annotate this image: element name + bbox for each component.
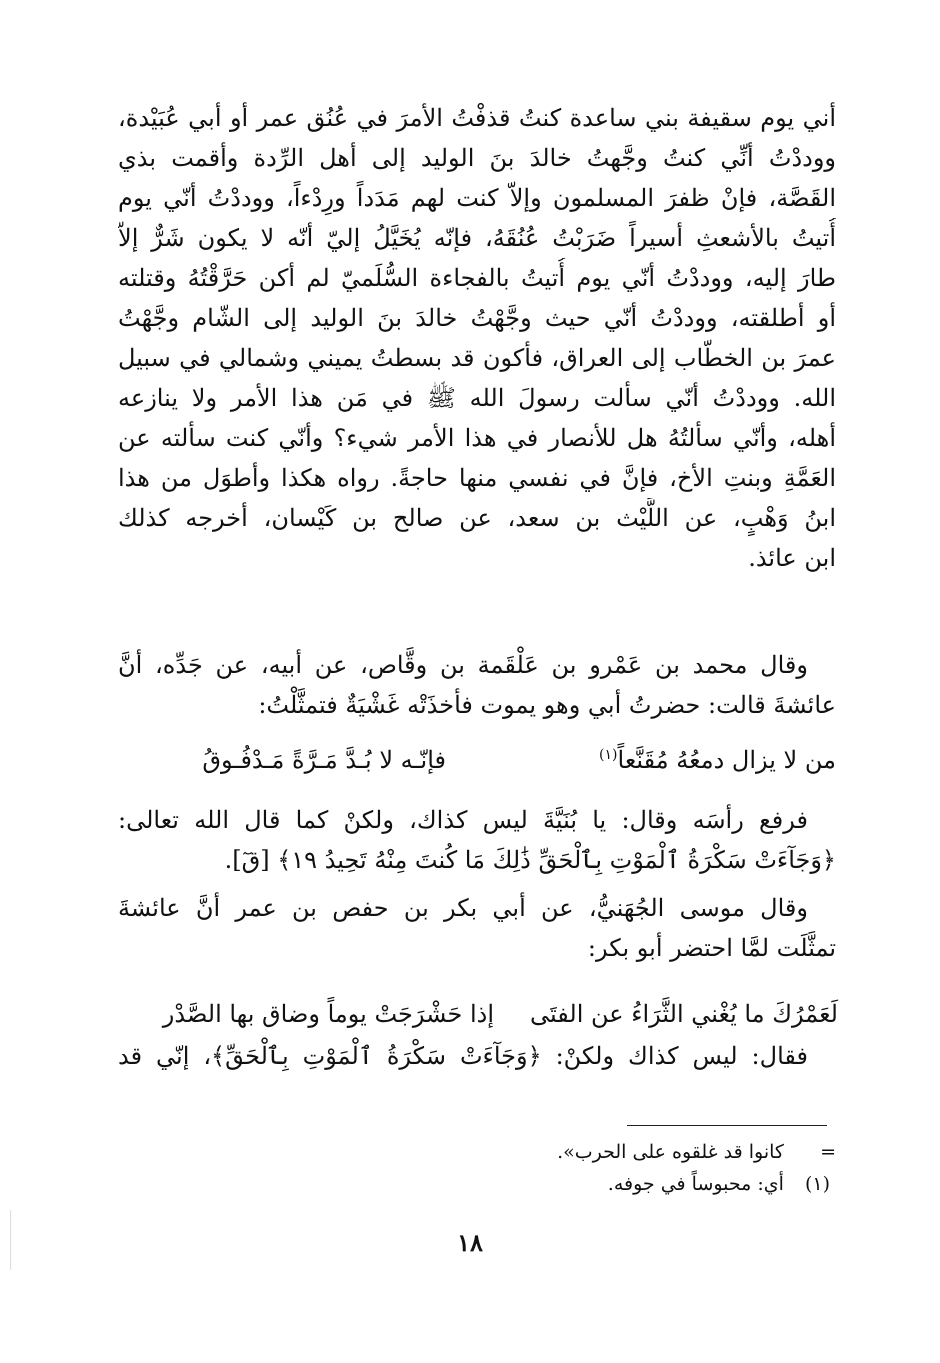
paragraph-aisha-narration [118, 645, 836, 725]
footnote-marker: (١) [599, 747, 618, 763]
footnote-divider [627, 1125, 827, 1126]
text-line: ابن عائذ. [748, 544, 836, 572]
footnote-1 [608, 1170, 830, 1198]
text-line: ووددْتُ أنِّي كنتُ وجَّهتُ خالدَ بنَ الوليد إلى أهل الرِّدة وأقمت بذي [118, 144, 836, 172]
text-line: ابنُ وَهْبٍ، عن اللَّيْث بن سعد، عن صالح بن كَيْسان، أخرجه كذلك [118, 504, 836, 532]
paragraph-continuation [118, 98, 836, 578]
paragraph-reply [118, 800, 836, 880]
verse-text: فإنّـه لا بُـدَّ مَـرَّةً مَـدْفُـوقُ [202, 746, 446, 774]
page-number: ١٨ [457, 1228, 483, 1257]
text-line: عائشةَ قالت: حضرتُ أبي وهو يموت فأخذَتْه غَشْيَةٌ فتمثَّلْتُ: [258, 691, 836, 719]
text-line: وقال محمد بن عَمْرو بن عَلْقَمة بن وقَّاص، عن أبيه، عن جَدِّه، أنَّ [118, 651, 808, 679]
text-line: أني يوم سقيفة بني ساعدة كنتُ قذفْتُ الأمرَ في عُنُق عمر أو أبي عُبَيْدة، [118, 104, 836, 132]
text-line: الله. ووددْتُ أنّي سألت رسولَ الله ﷺ في مَن هذا الأمر ولا ينازعه [118, 384, 836, 412]
verse-text: إذا حَشْرَجَتْ يوماً وضاق بها الصَّدْر [162, 1000, 494, 1028]
footnote-continuation [557, 1138, 836, 1166]
verse-1-first-hemistich [599, 740, 836, 780]
footnote-text: أي: محبوساً في جوفه. [607, 1173, 784, 1195]
verse-text: لَعَمْرُكَ ما يُغْني الثَّرَاءُ عن الفتَى [530, 1000, 838, 1028]
text-line: فرفع رأسَه وقال: يا بُنَيَّةَ ليس كذاك، ولكنْ كما قال الله تعالى: [118, 806, 808, 834]
verse-1-second-hemistich [202, 740, 446, 780]
text-line: تمثَّلَت لمَّا احتضر أبو بكر: [587, 934, 836, 962]
footnote-marker: (١) [804, 1173, 830, 1195]
paragraph-final [118, 1036, 836, 1076]
text-line: أهله، وأنّي سألتُهُ هل للأنصار في هذا الأمر شيء؟ وأنّي كنت سألته عن [118, 424, 836, 452]
scan-edge-mark [10, 1210, 11, 1270]
quran-verse-line: ﴿وَجَآءَتْ سَكْرَةُ ٱلْمَوْتِ بِٱلْحَقِّ ذَٰلِكَ مَا كُنتَ مِنْهُ تَحِيدُ ١٩﴾ [قٓ]. [224, 846, 836, 874]
text-line: القَصَّة، فإنْ ظفرَ المسلمون وإلاّ كنت لهم مَدَداً ورِدْءاً، ووددْتُ أنّي يوم [118, 184, 836, 212]
text-line: طارَ إليه، ووددْتُ أنّي يوم أُتيتُ بالفجاءة السُّلَميّ لم أكن حَرَّقْتُهُ وقتلته [118, 264, 836, 292]
text-line: فقال: ليس كذاك ولكنْ: ﴿وَجَآءَتْ سَكْرَةُ ٱلْمَوْتِ بِٱلْحَقِّ﴾، إنّي قد [118, 1042, 808, 1070]
text-line: عمرَ بن الخطّاب إلى العراق، فأكون قد بسطتُ يميني وشمالي في سبيل [118, 344, 836, 372]
footnote-marker: = [820, 1141, 836, 1163]
text-line: أو أطلقته، ووددْتُ أنّي حيث وجَّهْتُ خالدَ بنَ الوليد إلى الشّام وجَّهْتُ [118, 304, 836, 332]
verse-2-first-hemistich [530, 994, 838, 1034]
verse-text: من لا يزال دمعُهُ مُقَنَّعاً [617, 746, 836, 774]
text-line: العَمَّةِ وبنتِ الأخ، فإنَّ في نفسي منها حاجةً. رواه هكذا وأطوَل من هذا [118, 464, 836, 492]
footnote-text: كانوا قد غلقوه على الحرب». [557, 1141, 784, 1163]
verse-2-second-hemistich [163, 994, 494, 1034]
text-line: أُتيتُ بالأشعثِ أسيراً ضَرَبْتُ عُنُقَهُ، فإنّه يُخَيَّلُ إليّ أنّه لا يكون شَرٌّ إلاّ [118, 224, 836, 252]
paragraph-musa-narration [118, 888, 836, 968]
text-line: وقال موسى الجُهَنيُّ، عن أبي بكر بن حفص بن عمر أنَّ عائشةَ [118, 894, 808, 922]
